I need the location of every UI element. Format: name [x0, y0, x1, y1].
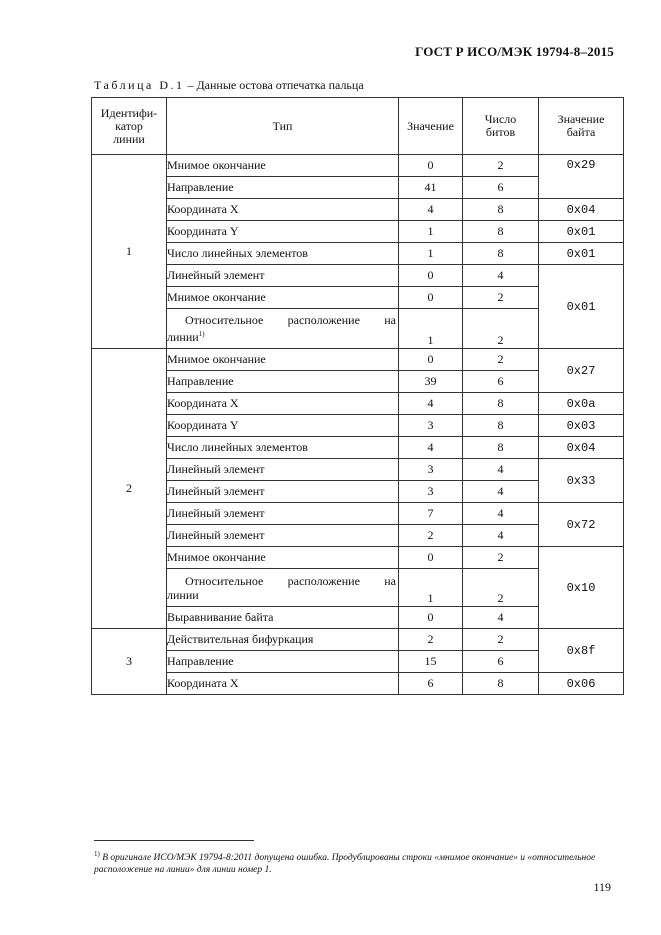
header-type: Тип: [167, 98, 399, 155]
line-id-cell: 2: [92, 349, 167, 629]
footnote-mark: 1): [198, 330, 205, 338]
byte-cell: 0x29: [539, 155, 624, 199]
type-cell: Мнимое окончание: [167, 155, 399, 177]
bits-cell: 8: [463, 221, 539, 243]
table-caption-label: Таблица D.1: [94, 78, 185, 92]
type-cell: Координата X: [167, 393, 399, 415]
value-cell: 0: [399, 155, 463, 177]
type-cell: Мнимое окончание: [167, 547, 399, 569]
value-cell: 0: [399, 349, 463, 371]
table-row: [92, 415, 624, 437]
value-cell: 2: [399, 525, 463, 547]
bits-cell: 2: [463, 287, 539, 309]
bits-cell: 4: [463, 503, 539, 525]
type-cell-wrapped: Относительное расположение на линии$^{1)}$: [167, 309, 399, 349]
type-cell: Линейный элемент: [167, 525, 399, 547]
table-row: [92, 503, 624, 525]
value-cell: 0: [399, 547, 463, 569]
byte-cell: 0x04: [539, 437, 624, 459]
value-cell: 7: [399, 503, 463, 525]
value-cell: 1: [399, 243, 463, 265]
bits-cell: 8: [463, 437, 539, 459]
byte-cell: 0x33: [539, 459, 624, 503]
bits-cell: 2: [463, 569, 539, 607]
bits-cell: 8: [463, 415, 539, 437]
type-cell: Число линейных элементов: [167, 437, 399, 459]
bits-cell: 4: [463, 265, 539, 287]
bits-cell: 4: [463, 607, 539, 629]
value-cell: 1: [399, 309, 463, 349]
type-cell: Координата X: [167, 673, 399, 695]
byte-cell: 0x01: [539, 265, 624, 349]
table-caption-title: – Данные остова отпечатка пальца: [187, 78, 364, 92]
type-cell: Мнимое окончание: [167, 287, 399, 309]
table-row: [92, 673, 624, 695]
byte-cell: 0x10: [539, 547, 624, 629]
type-cell: Действительная бифуркация: [167, 629, 399, 651]
footnote-text: В оригинале ИСО/МЭК 19794-8:2011 допущена ошибка. Продублированы строки «мнимое окончание» и «относительное расположение на линии» для линии номер 1.: [94, 853, 596, 876]
header-bits: Число битов: [463, 98, 539, 155]
bits-cell: 2: [463, 629, 539, 651]
value-cell: 0: [399, 607, 463, 629]
table-row: [92, 243, 624, 265]
bits-cell: 8: [463, 393, 539, 415]
table-header-row: [92, 98, 624, 155]
type-cell: Координата X: [167, 199, 399, 221]
table-row: [92, 393, 624, 415]
table-row: [92, 437, 624, 459]
byte-cell: 0x06: [539, 673, 624, 695]
byte-cell: 0x8f: [539, 629, 624, 673]
table-row: [92, 547, 624, 569]
bits-cell: 2: [463, 155, 539, 177]
type-cell: Выравнивание байта: [167, 607, 399, 629]
value-cell: 1: [399, 221, 463, 243]
type-cell: Линейный элемент: [167, 459, 399, 481]
type-cell-wrapped: Относительное расположение на линии: [167, 569, 399, 607]
byte-cell: 0x27: [539, 349, 624, 393]
bits-cell: 2: [463, 349, 539, 371]
value-cell: 0: [399, 265, 463, 287]
page-number: 119: [593, 880, 611, 894]
value-cell: 15: [399, 651, 463, 673]
type-cell: Линейный элемент: [167, 481, 399, 503]
value-cell: 4: [399, 393, 463, 415]
type-cell: Линейный элемент: [167, 503, 399, 525]
value-cell: 4: [399, 437, 463, 459]
skeleton-data-table: [91, 97, 624, 695]
footnote: [94, 848, 616, 876]
bits-cell: 2: [463, 547, 539, 569]
bits-cell: 4: [463, 481, 539, 503]
type-cell: Направление: [167, 371, 399, 393]
footnote-mark: 1): [94, 850, 100, 858]
header-value: Значение: [399, 98, 463, 155]
type-cell: Линейный элемент: [167, 265, 399, 287]
byte-cell: 0x72: [539, 503, 624, 547]
byte-cell: 0x01: [539, 221, 624, 243]
value-cell: 2: [399, 629, 463, 651]
table-row: [92, 155, 624, 177]
value-cell: 41: [399, 177, 463, 199]
bits-cell: 2: [463, 309, 539, 349]
table-row: [92, 629, 624, 651]
bits-cell: 6: [463, 371, 539, 393]
bits-cell: 4: [463, 459, 539, 481]
table-caption: [94, 78, 364, 93]
value-cell: 3: [399, 481, 463, 503]
type-cell: Мнимое окончание: [167, 349, 399, 371]
value-cell: 1: [399, 569, 463, 607]
type-cell: Координата Y: [167, 415, 399, 437]
bits-cell: 8: [463, 673, 539, 695]
byte-cell: 0x01: [539, 243, 624, 265]
byte-cell: 0x04: [539, 199, 624, 221]
value-cell: 3: [399, 459, 463, 481]
type-cell: Число линейных элементов: [167, 243, 399, 265]
footnote-divider: [94, 840, 254, 841]
value-cell: 39: [399, 371, 463, 393]
table-row: [92, 221, 624, 243]
line-id-cell: 3: [92, 629, 167, 695]
table-row: [92, 349, 624, 371]
header-byte-value: Значение байта: [539, 98, 624, 155]
document-header: ГОСТ Р ИСО/МЭК 19794-8–2015: [415, 44, 614, 59]
byte-cell: 0x03: [539, 415, 624, 437]
value-cell: 6: [399, 673, 463, 695]
line-id-cell: 1: [92, 155, 167, 349]
table-row: [92, 459, 624, 481]
bits-cell: 8: [463, 199, 539, 221]
value-cell: 4: [399, 199, 463, 221]
bits-cell: 4: [463, 525, 539, 547]
table-row: [92, 199, 624, 221]
bits-cell: 6: [463, 177, 539, 199]
bits-cell: 6: [463, 651, 539, 673]
value-cell: 3: [399, 415, 463, 437]
table-row: [92, 265, 624, 287]
bits-cell: 8: [463, 243, 539, 265]
header-line-id: Идентифи- катор линии: [92, 98, 167, 155]
byte-cell: 0x0a: [539, 393, 624, 415]
type-cell: Координата Y: [167, 221, 399, 243]
value-cell: 0: [399, 287, 463, 309]
type-cell: Направление: [167, 177, 399, 199]
type-cell: Направление: [167, 651, 399, 673]
